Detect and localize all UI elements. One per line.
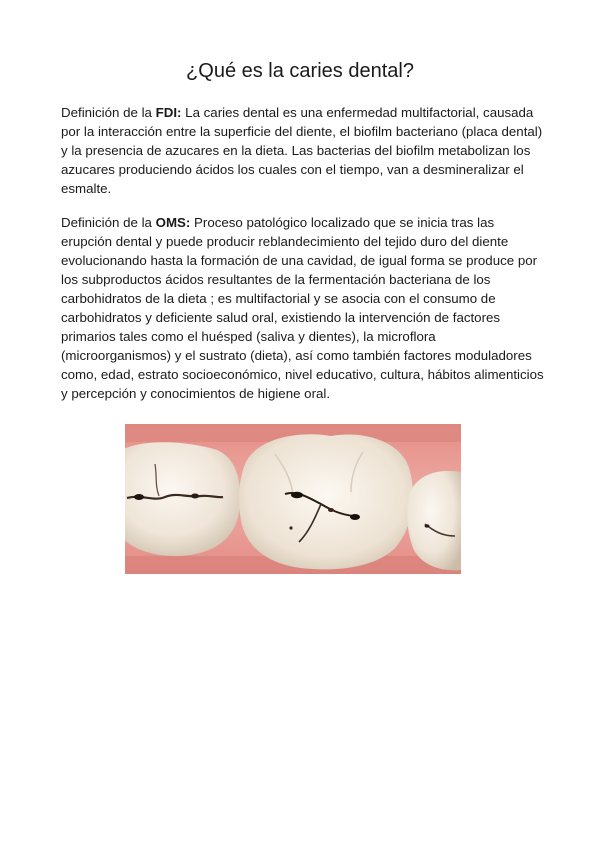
left-molar-caries-spot-2: [191, 494, 199, 499]
left-molar-caries-spot: [134, 494, 144, 500]
center-molar-caries-spot: [291, 492, 303, 498]
page-title: ¿Qué es la caries dental?: [186, 60, 414, 82]
center-molar-caries-spot-2: [350, 514, 360, 520]
oms-definition-prefix: Definición de la: [61, 215, 156, 230]
right-molar-caries-spot: [425, 524, 430, 527]
oms-definition-text: Proceso patológico localizado que se inicia tras las erupción dental y puede producir reblandecimiento del tejido duro del diente evolucionando hasta la formación de una cavidad, de igual forma se produce por los subproductos ácidos resultantes de la fermentación bacteriana de los carbohidratos de la dieta ; es multifactorial y se asocia con el consumo de carbohidratos y deficiente salud oral, existiendo la intervención de factores primarios tales como el huésped (saliva y dientes), la microflora (microorganismos) y el sustrato (dieta), así como también factores moduladores como, edad, estrato socioeconómico, nivel educativo, cultura, hábitos alimenticios y percepción y conocimientos de higiene oral.: [61, 215, 544, 401]
oms-label: OMS:: [155, 215, 191, 230]
fdi-label: FDI:: [155, 105, 182, 120]
fdi-definition-paragraph: [61, 103, 545, 198]
fdi-definition-prefix: Definición de la: [61, 105, 156, 120]
oms-definition-paragraph: [61, 213, 545, 403]
center-molar-caries-dot: [289, 526, 292, 529]
center-molar-caries-spot-3: [328, 508, 334, 512]
dental-caries-photo: [125, 424, 461, 574]
teeth-illustration: [125, 424, 461, 574]
fdi-definition-text: La caries dental es una enfermedad multifactorial, causada por la interacción entre la superficie del diente, el biofilm bacteriano (placa dental) y la presencia de azucares en la dieta. Las bacterias del biofilm metabolizan los azucares produciendo ácidos los cuales con el tiempo, van a desmineralizar el esmalte.: [61, 105, 543, 196]
center-molar: [239, 434, 413, 569]
